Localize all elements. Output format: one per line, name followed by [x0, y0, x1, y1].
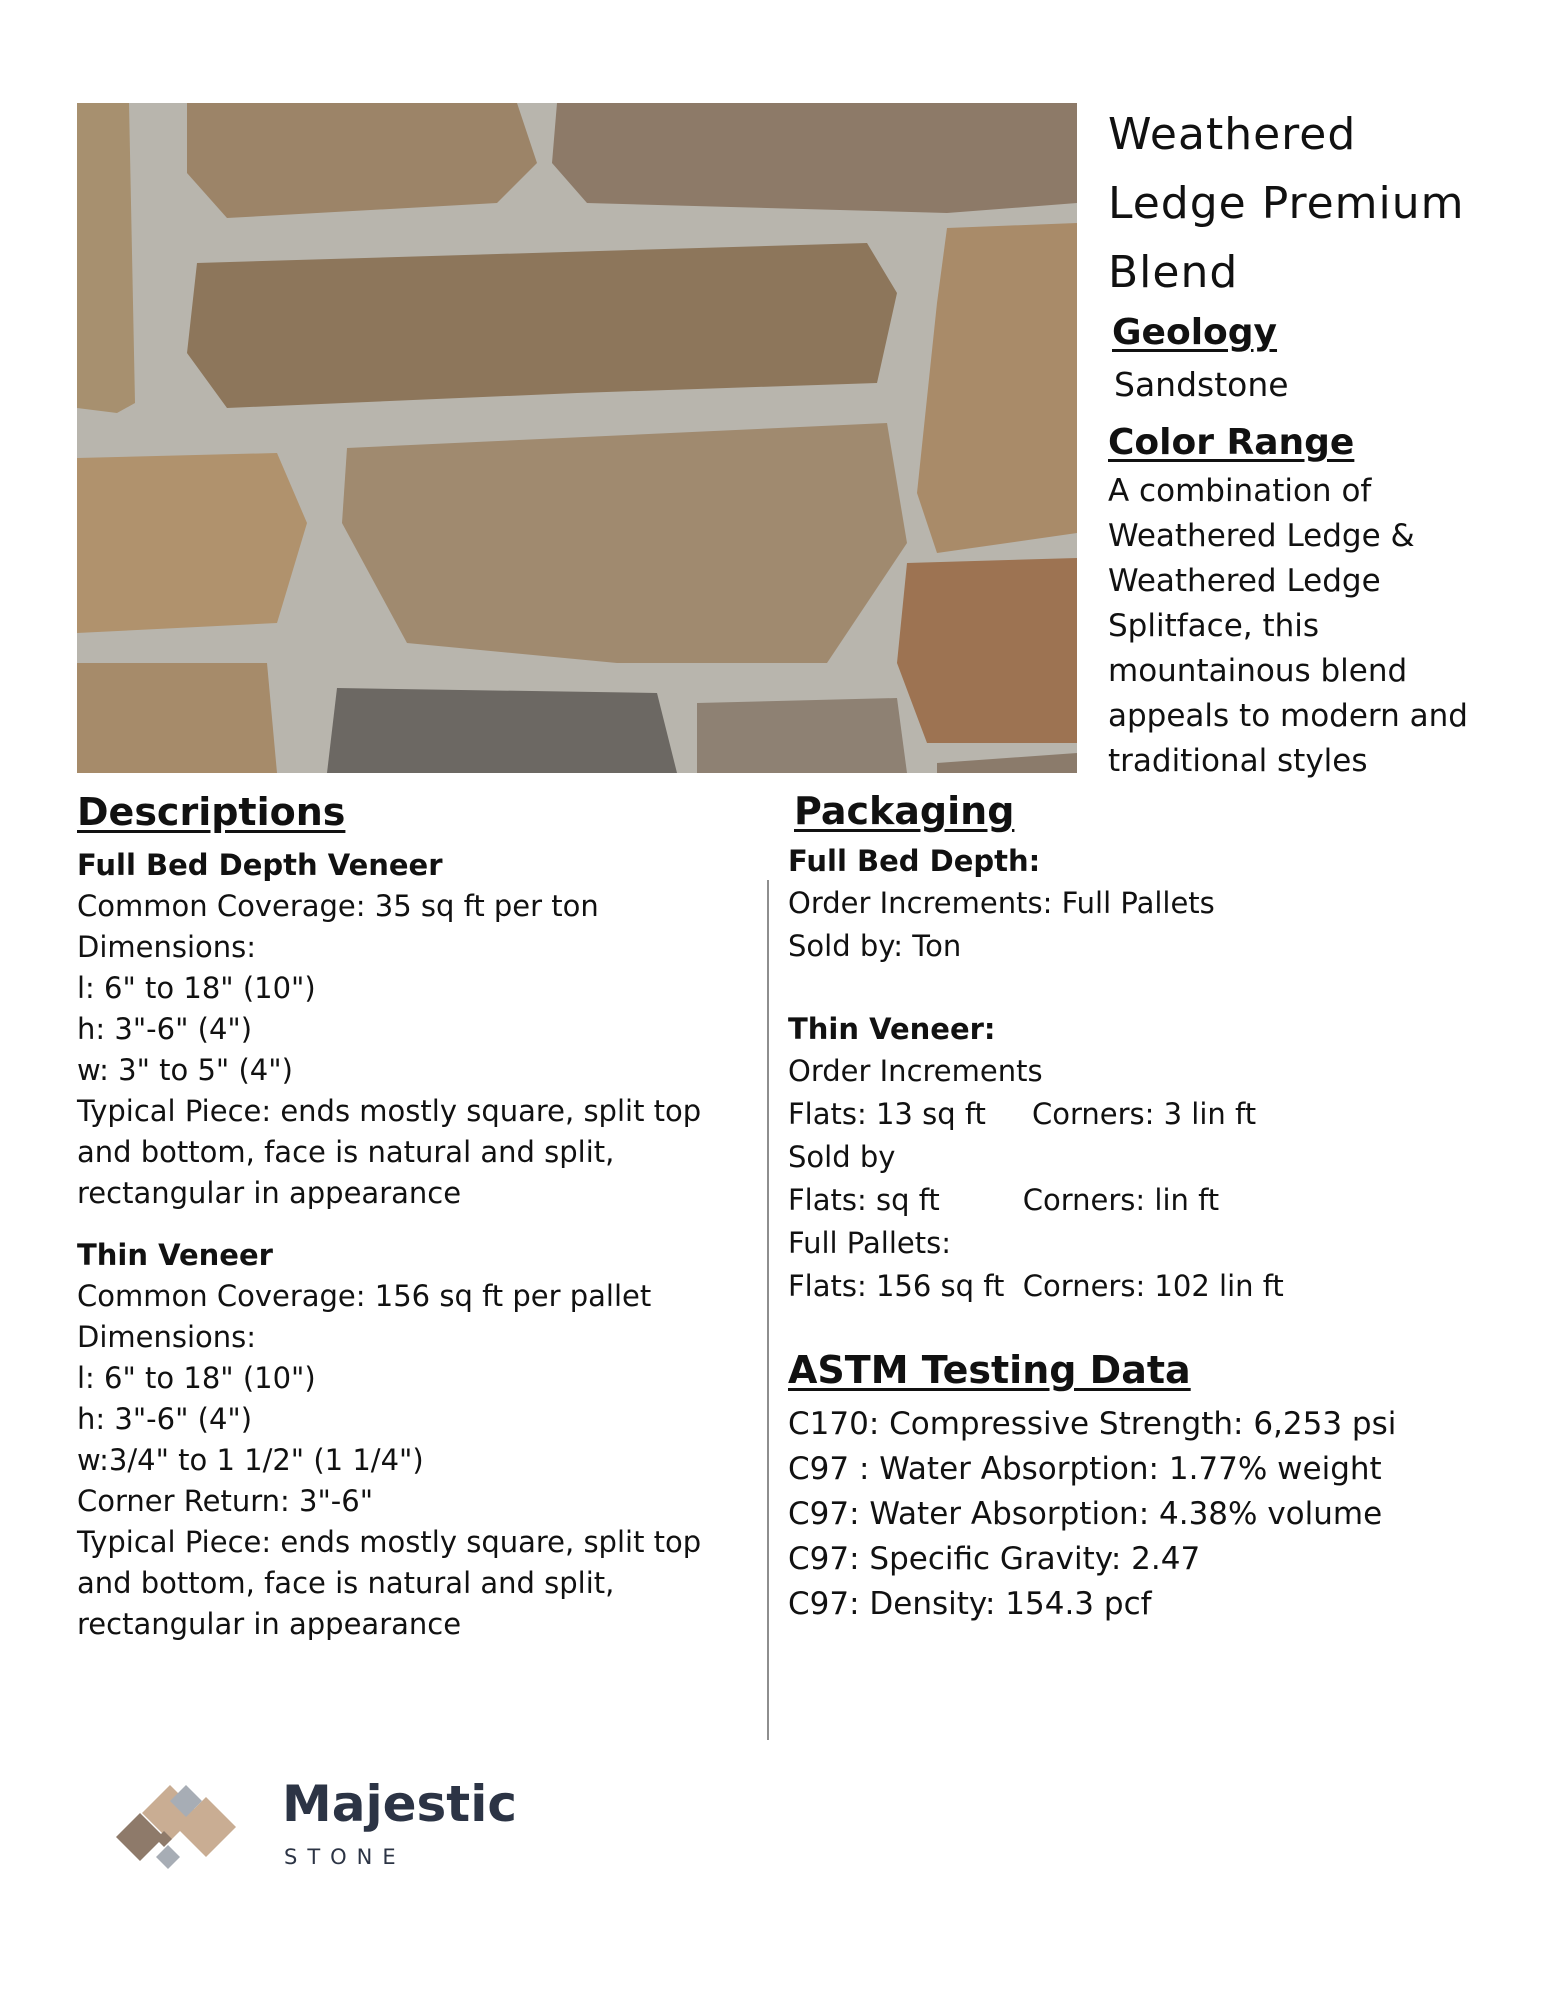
column-divider [767, 880, 769, 1740]
color-range-line: Weathered Ledge & [1108, 518, 1415, 554]
title-block [1108, 100, 1528, 784]
description-line: w: 3" to 5" (4") [77, 1053, 293, 1087]
description-line: w:3/4" to 1 1/2" (1 1/4") [77, 1443, 424, 1477]
description-line: Dimensions: [77, 930, 257, 964]
description-line: h: 3"-6" (4") [77, 1012, 253, 1046]
full-bed-title: Full Bed Depth Veneer [77, 848, 443, 882]
color-range-line: mountainous blend [1108, 653, 1408, 689]
packaging-full-bed [788, 840, 1488, 968]
packaging-full-bed-title: Full Bed Depth: [788, 844, 1041, 878]
description-line: Typical Piece: ends mostly square, split top [77, 1094, 702, 1128]
color-range-heading: Color Range [1108, 422, 1355, 463]
product-title-line: Blend [1108, 247, 1239, 298]
description-line: Corner Return: 3"-6" [77, 1484, 374, 1518]
product-title-line: Ledge Premium [1108, 178, 1465, 229]
astm-section [788, 1344, 1488, 1627]
description-line: Common Coverage: 35 sq ft per ton [77, 889, 599, 923]
packaging-line: Sold by: Ton [788, 929, 962, 963]
color-range-line: traditional styles [1108, 743, 1368, 779]
thin-veneer-description [77, 1234, 757, 1645]
logo-diamond [156, 1845, 180, 1869]
description-line: l: 6" to 18" (10") [77, 1361, 316, 1395]
astm-line: C97 : Water Absorption: 1.77% weight [788, 1451, 1382, 1487]
description-line: Common Coverage: 156 sq ft per pallet [77, 1279, 652, 1313]
astm-line: C97: Density: 154.3 pcf [788, 1586, 1152, 1622]
stone-photo [77, 103, 1077, 773]
logo-name: Majestic [282, 1775, 517, 1833]
product-title [1108, 100, 1528, 307]
astm-line: C97: Water Absorption: 4.38% volume [788, 1496, 1383, 1532]
description-line: rectangular in appearance [77, 1176, 462, 1210]
packaging-thin-title: Thin Veneer: [788, 1012, 996, 1046]
majestic-stone-logo [110, 1775, 517, 1875]
packaging-line: Sold by [788, 1140, 896, 1174]
packaging-heading: Packaging [794, 789, 1015, 833]
color-range-text [1108, 469, 1528, 784]
thin-veneer-title: Thin Veneer [77, 1238, 273, 1272]
color-range-line: Weathered Ledge [1108, 563, 1381, 599]
packaging-section [788, 786, 1488, 1627]
color-range-line: A combination of [1108, 473, 1372, 509]
description-line: rectangular in appearance [77, 1607, 462, 1641]
astm-heading: ASTM Testing Data [788, 1348, 1191, 1392]
description-line: l: 6" to 18" (10") [77, 971, 316, 1005]
color-range-line: Splitface, this [1108, 608, 1320, 644]
astm-line: C170: Compressive Strength: 6,253 psi [788, 1406, 1397, 1442]
description-line: Dimensions: [77, 1320, 257, 1354]
geology-value: Sandstone [1114, 365, 1289, 404]
descriptions-section [77, 786, 757, 1645]
packaging-line: Full Pallets: [788, 1226, 951, 1260]
description-line: Typical Piece: ends mostly square, split top [77, 1525, 702, 1559]
geology-heading: Geology [1112, 312, 1278, 353]
packaging-line: Flats: sq ft Corners: lin ft [788, 1183, 1220, 1217]
description-line: h: 3"-6" (4") [77, 1402, 253, 1436]
packaging-line: Flats: 156 sq ft Corners: 102 lin ft [788, 1269, 1284, 1303]
astm-line: C97: Specific Gravity: 2.47 [788, 1541, 1201, 1577]
descriptions-heading: Descriptions [77, 790, 346, 834]
packaging-line: Order Increments [788, 1054, 1043, 1088]
astm-list [788, 1402, 1488, 1627]
product-title-line: Weathered [1108, 109, 1357, 160]
packaging-line: Flats: 13 sq ft Corners: 3 lin ft [788, 1097, 1257, 1131]
description-line: and bottom, face is natural and split, [77, 1566, 615, 1600]
packaging-line: Order Increments: Full Pallets [788, 886, 1215, 920]
full-bed-description [77, 844, 757, 1214]
logo-sub: STONE [284, 1845, 406, 1869]
description-line: and bottom, face is natural and split, [77, 1135, 615, 1169]
packaging-thin-veneer [788, 1008, 1488, 1308]
logo-mark-icon [110, 1775, 260, 1875]
color-range-line: appeals to modern and [1108, 698, 1468, 734]
